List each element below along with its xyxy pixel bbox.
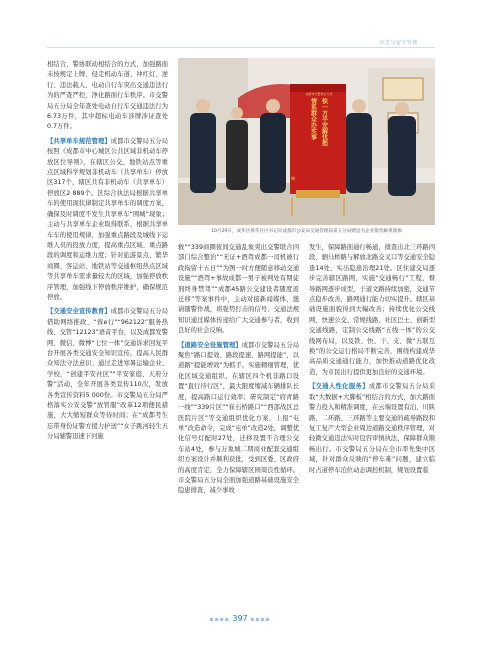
text-column-1	[47, 60, 168, 443]
text-column-2	[178, 243, 299, 497]
section-heading: 【共享单车规范管理】	[47, 137, 111, 145]
paragraph: 发生，保障路面通行畅通，排查出北三环路四段、驷马桥路与解放北路交叉口等交通安全隐患14处，实出隐患治理21处。区住建交局逐步完善辖区路网，实施“交通畅行”工程，督导路网逐步成型，干道文路持续加密，交通节点稳步改善，路网通行能力切实提升。辖区基础设施面貌得到大幅改善；持续优化公交线网，快速公交、常规线路、社区巴士、创新型交通线路，定制公交线路“五线一体”的公交线网布局，以及铁、快、干、支、微“五联互换”的公交运行格局不断完善，围绕构建成华高品质交通通行能力，加快推动道路优化改造，为市民出行提供更加良好的交通环境。	[309, 244, 435, 376]
banner-receiver: 成都市交警局五分局	[305, 92, 333, 96]
banner-giver: 赠	[291, 176, 295, 181]
photo-caption: 10月29日，成华区蓉华社区书记向成都市公安局交通管理局第五分局赠送为企业排忧解难锦旗	[211, 229, 402, 234]
dots-right-icon: ▪▪▪▪	[250, 616, 271, 623]
header-rule	[47, 47, 435, 48]
page-number	[0, 614, 480, 623]
page-number-value: 397	[232, 614, 248, 623]
paragraph: 成都市交警局五分局聚焦“路口提效、路段提速、路网提能”，以道路“提能增效”为抓手，实施精细管理，优化区域交通组织，在辖区四个机非路口设置“直行待行区”，最大限度缩减车辆排队长度，提高路口运行效率；研究制定“府青路一线”“339片区”“崔石桥路口”“西部战区总医院片区”等交通组织优化方案，上报“屯单”改造命令，完成“屯单”改造2处，调整优化信号灯配时27处，迁移设置不合理公交车站4处，参与万象城二期商业配套交通组织方案设计并顺利获批，受到区委、区政府的高度肯定，全力保障辖区园周良性循环。市交警局五分局全面加强道路基础设施安全隐患排查，减少事故	[178, 341, 300, 495]
paragraph: 救”“339商圈夜间交通乱象突出交警联合四部门综合整治”“无证+酒驾成都一司机被行政拘留十五日”“为图一时方便随意移动交通设施”“酒驾+事故成都一男子被判处有期徒刑终身禁驾”“成都45路公交建设者随度返迁移”等案事件中，主动对接新闻媒体，邀请随警作战，将强势打击的信号、交通法规知识通过媒体传递给广大交通参与者，收到良好的社会反响。	[178, 244, 299, 335]
dots-left-icon: ▪▪▪▪	[209, 616, 230, 623]
section-label: 应急与安全管理	[379, 40, 418, 46]
event-photo	[178, 58, 435, 225]
section-heading: 【交通安全宣传教育】	[47, 308, 111, 316]
section-heading: 【道路安全设施管理】	[178, 341, 242, 349]
section-heading: 【交通人性化服务】	[309, 383, 369, 391]
banner-line-2: 铁一方平安解忧愁	[320, 98, 328, 146]
paragraph: 成都市交警局五分局按照《成都市中心城区公共区域非机动车停放区位导则》，在辖区公交、地铁站点等重点区域科学规划非机动车（共享单车）停放区317个，辖区共有非机动车（共享单车）停放区2 889个。区综合执法局根据共享单车的使用现状律制定共享单车的调度方案，确保及时调度不发生共享单车“围城”现象；主动与共享单车企业取得联系，根据共享单车车的使用规律，加强重点路段及城线下运维人员的投放力度，提高重点区域、重点路段的调度和运维力度；针对旅游景点、繁华商圈、客运站、地铁站等交通枢纽热点区域等共享单车需求量较大的区域，加强停放秩序管理，加强线下停放秩序维护，确保规范停放。	[47, 137, 169, 301]
text-column-3	[309, 243, 435, 476]
paragraph: 成都市交警局五分局采取“大数据+大脚板”相结合的方式，加大路面警力投入和精准调度，在云端设置有泊、川陕路、二环路、三环路等主要交通的疏导路段和复工复产大型企业周边道路交通秩序管理，对轻微交通违法实时包容审慎执法，保障群众顺畅出行。市交警局五分局在全市率先集中区域，针对群众反映的“停车难”问题，建立临时占道停车泊位动态调控机制，规划设置临	[309, 383, 436, 474]
paragraph: 相结合、警协联动相结合的方式，加强路面未按规定上牌、侵走机动车道、冲红灯、逆行、违法载人、电动自行车突出交通违法行为的严查严控，净化路面行车秩序。市交警局五分局全年查处电动自行车交通违法行为6.73万件，其中超标电动车涉牌涉证查处0.7万件。	[47, 61, 168, 131]
banner-text	[295, 98, 341, 146]
banner-line-1: 情系群众办实事	[309, 98, 317, 140]
paragraph: 成都市交警局五分局借助网络推政、“蓉e行”“962122”服务热线、交管“12123”语音平台，以及成都发警网、微信、微博“七位一体”交通诉求回复平台开展各类交通安全知识宣传，提高人民群众知法守法意识；通过走进寒暑运输企业、学校，“创建平安社区”“平安家庭、天府分警”活动，全年开展各类宣传110次，发放各类宣传资料5 000份。市交警局五分局严格落实公安交警“放管服”改革12项便民措施，大大缩短群众等待时间；在“成都考生忘带身份证警方援力护送”“女子跳河轻生五分局辅警迅速下河施	[47, 308, 169, 441]
